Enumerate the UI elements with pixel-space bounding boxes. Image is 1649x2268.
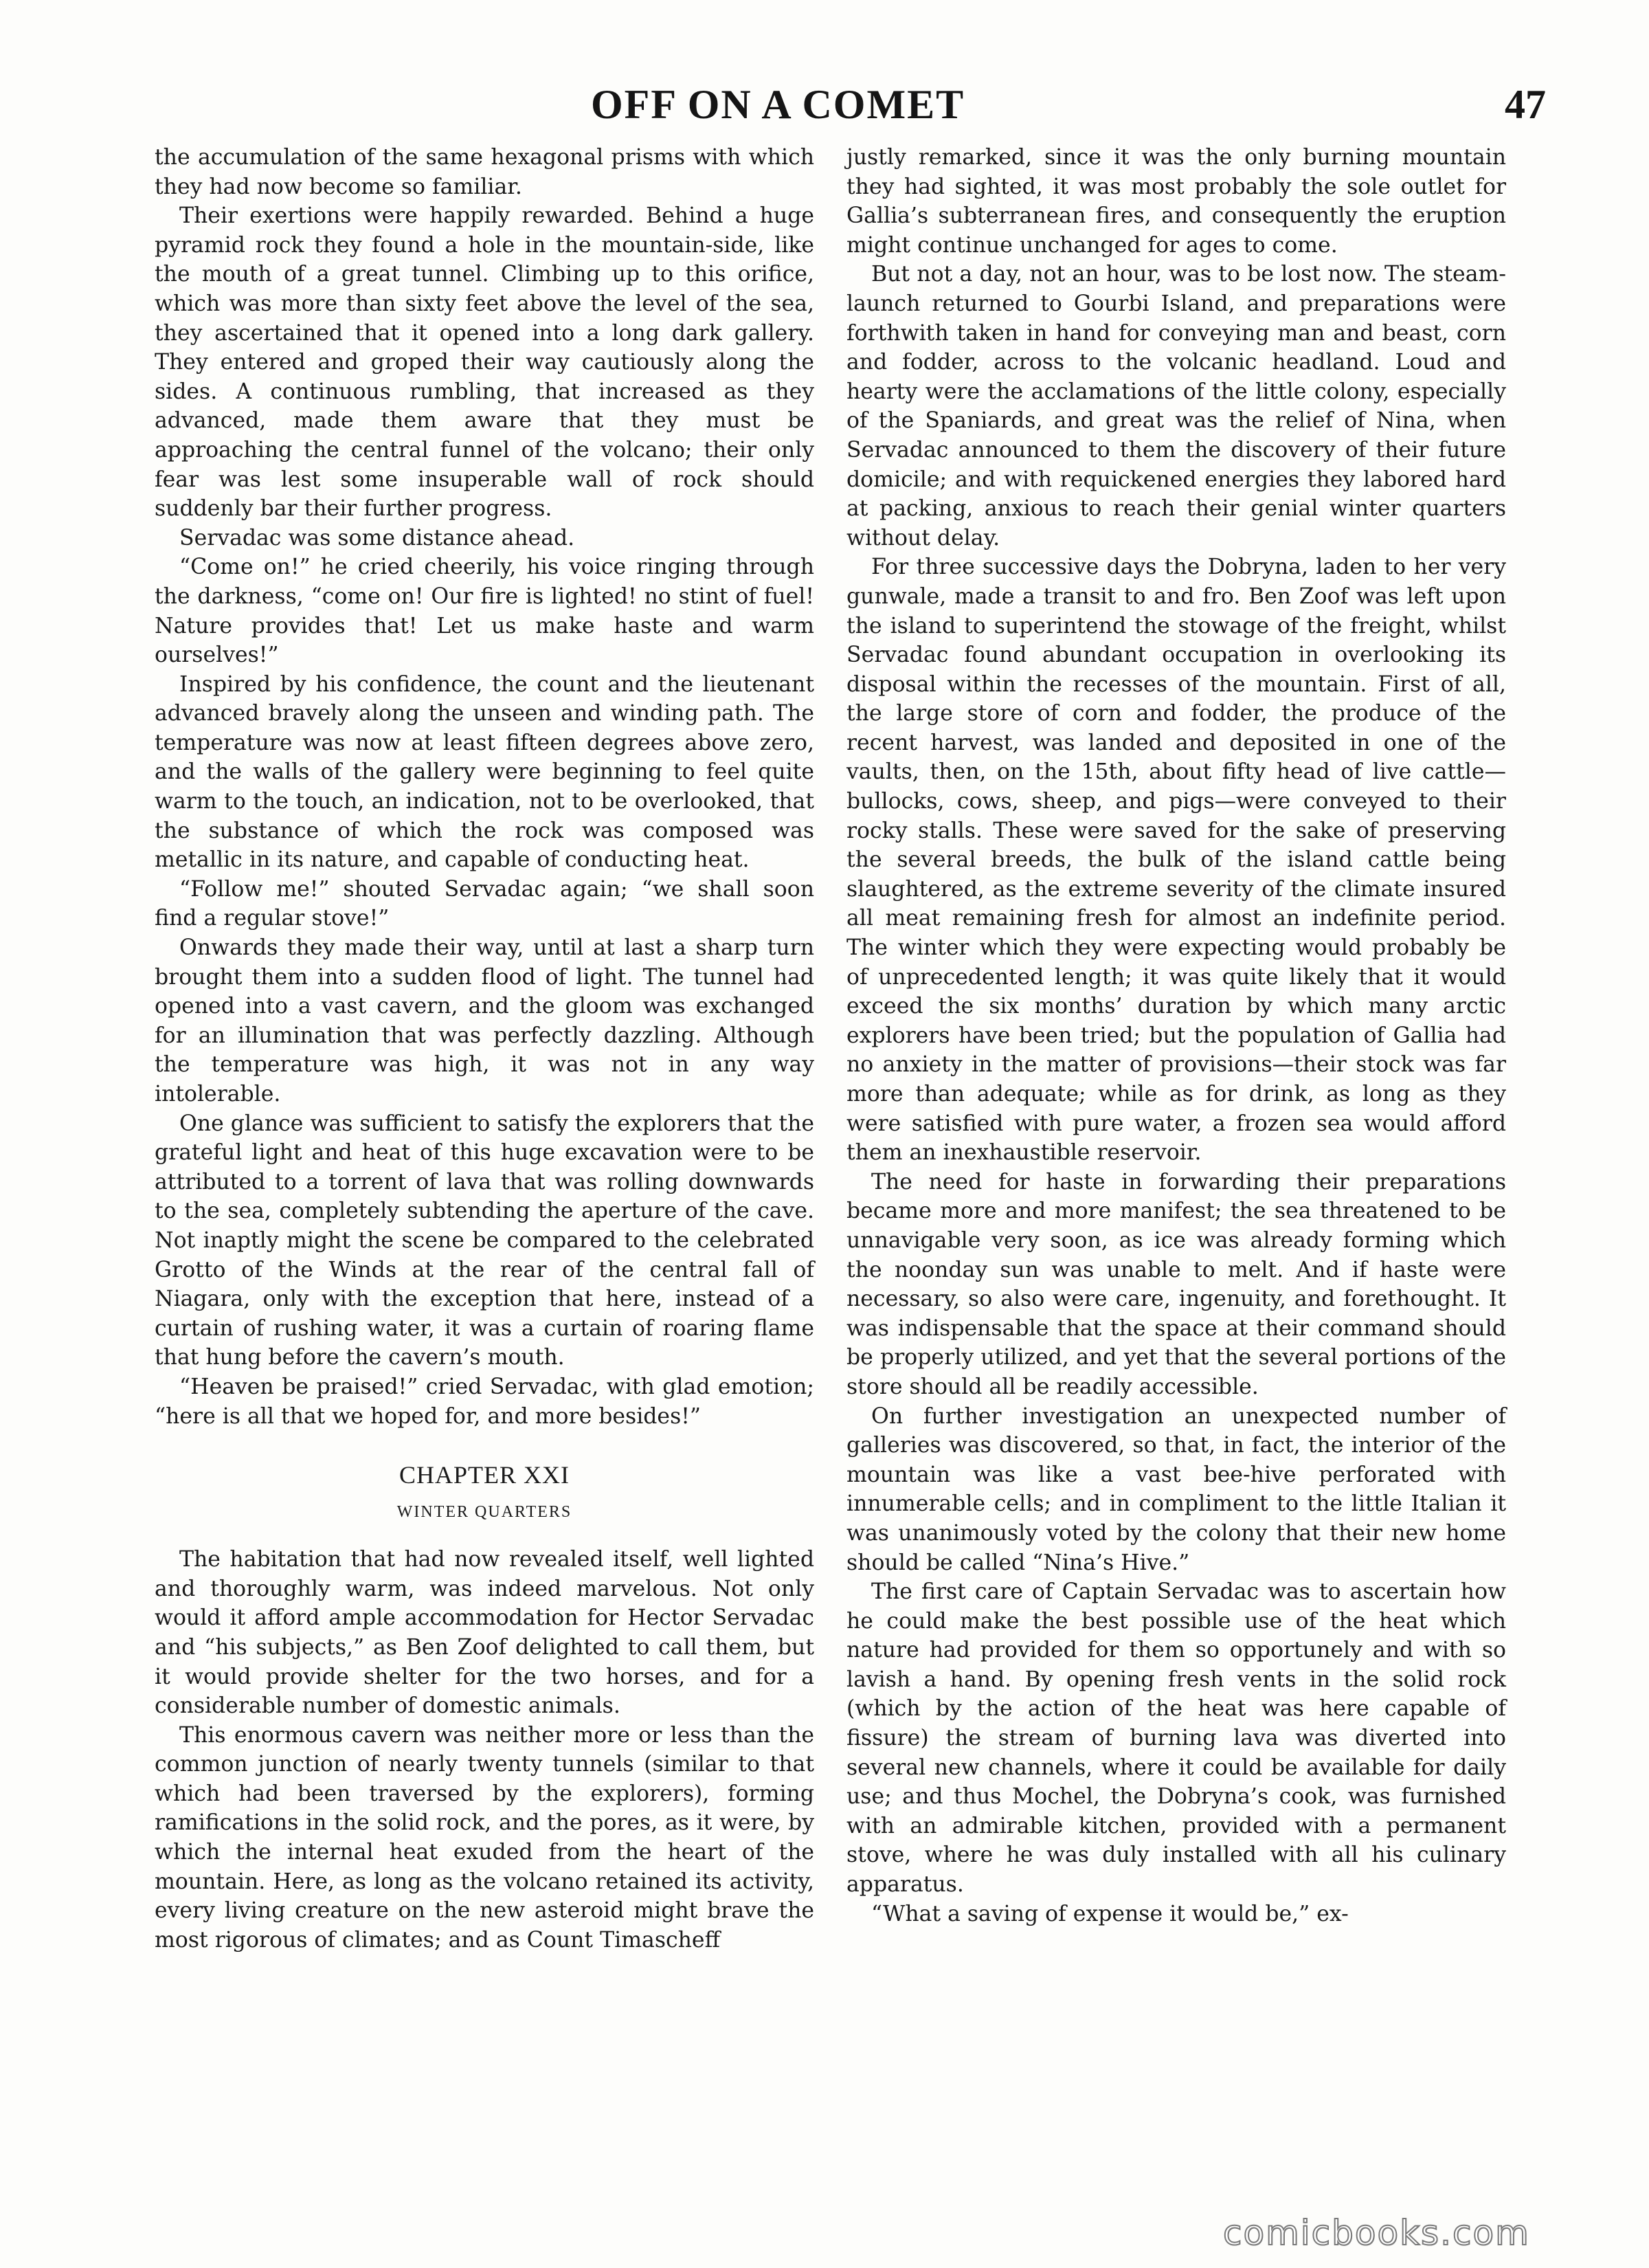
- paragraph: The need for haste in forwarding their preparations became more and more manifest; the sea threatened to be unnavigable very soon, as ice was already forming which the noonday sun was unable to melt. And if haste were necessary, so also were care, ingenuity, and forethought. It was indispensable that the space at their command should be properly utilized, and yet that the several portions of the store should all be readily accessible.: [846, 1169, 1506, 1399]
- paragraph: For three successive days the Dobryna, laden to her very gunwale, made a transit to and fro. Ben Zoof was left upon the island to superintend the stowage of the freight, whilst Servadac found abundant occupation in overlooking its disposal within the recesses of the mountain. First of all, the large store of corn and fodder, the produce of the recent harvest, was landed and deposited in one of the vaults, then, on the 15th, about fifty head of live cattle—bullocks, cows, sheep, and pigs—were conveyed to their rocky stalls. These were saved for the sake of preserving the several breeds, the bulk of the island cattle being slaughtered, as the extreme severity of the climate insured all meat remaining fresh for almost an indefinite period. The winter which they were expecting would probably be of unprecedented length; it was quite likely that it would exceed the six months’ duration by which many arctic explorers have been tried; but the population of Gallia had no anxiety in the matter of provisions—their stock was far more than adequate; while as for drink, as long as they were satisfied with pure water, a frozen sea would afford them an inexhaustible reservoir.: [846, 555, 1506, 1166]
- paragraph: Inspired by his confidence, the count and the lieutenant advanced bravely along the unseen and winding path. The temperature was now at least fifteen degrees above zero, and the walls of the gallery were beginning to feel quite warm to the touch, an indication, not to be overlooked, that the substance of which the rock was composed was metallic in its nature, and capable of conducting heat.: [155, 671, 814, 873]
- running-title: OFF ON A COMET: [591, 82, 965, 127]
- paragraph: The first care of Captain Servadac was to ascertain how he could make the best possible use of the heat which nature had provided for them so opportunely and with so lavish a hand. By opening fresh vents in the solid rock (which by the action of the heat was here capable of fissure) the stream of burning lava was diverted into several new channels, where it could be available for daily use; and thus Mochel, the Dobryna’s cook, was furnished with an admirable kitchen, provided with a permanent stove, where he was duly installed with all his culinary apparatus.: [846, 1579, 1506, 1898]
- running-head: [0, 81, 1649, 136]
- paragraph: This enormous cavern was neither more or less than the common junction of nearly twenty tunnels (similar to that which had been traversed by the explorers), forming ramifications in the solid rock, and the pores, as it were, by which the internal heat exuded from the heart of the mountain. Here, as long as the volcano retained its activity, every living creature on the new asteroid might brave the most rigorous of climates; and as Count Timascheff: [155, 1722, 814, 1953]
- paragraph: On further investigation an unexpected number of galleries was discovered, so that, in fact, the interior of the mountain was like a vast bee-hive perforated with innumerable cells; and in compliment to the little Italian it was unanimously voted by the colony that their new home should be called “Nina’s Hive.”: [846, 1403, 1506, 1575]
- paragraph: Onwards they made their way, until at last a sharp turn brought them into a sudden flood of light. The tunnel had opened into a vast cavern, and the gloom was exchanged for an illumination that was perfectly dazzling. Although the temperature was high, it was not in any way intolerable.: [155, 935, 814, 1107]
- paragraph: “Heaven be praised!” cried Servadac, with glad emotion; “here is all that we hoped for, and more besides!”: [155, 1374, 814, 1429]
- paragraph: Servadac was some distance ahead.: [179, 525, 575, 551]
- paragraph: “Come on!” he cried cheerily, his voice ringing through the darkness, “come on! Our fire is lighted! no stint of fuel! Nature provides that! Let us make haste and warm ourselves!”: [155, 555, 814, 668]
- chapter-subtitle: WINTER QUARTERS: [396, 1503, 572, 1522]
- page-number: 47: [1505, 82, 1546, 127]
- right-column: [846, 143, 1506, 1928]
- paragraph: Their exertions were happily rewarded. Behind a huge pyramid rock they found a hole in the mountain-side, like the mouth of a great tunnel. Climbing up to this orifice, which was more than sixty feet above the level of the sea, they ascertained that it opened into a long dark gallery. They entered and groped their way cautiously along the sides. A continuous rumbling, that increased as they advanced, made them aware that they must be approaching the central funnel of the volcano; their only fear was lest some insuperable wall of rock should suddenly bar their further progress.: [155, 203, 814, 522]
- paragraph: “Follow me!” shouted Servadac again; “we shall soon find a regular stove!”: [155, 876, 814, 931]
- chapter-heading: [155, 1458, 814, 1526]
- paragraph: One glance was sufficient to satisfy the explorers that the grateful light and heat of this huge excavation were to be attributed to a torrent of lava that was rolling downwards to the sea, completely subtending the aperture of the cave. Not inaptly might the scene be compared to the celebrated Grotto of the Winds at the rear of the central fall of Niagara, only with the exception that here, instead of a curtain of rushing water, it was a curtain of roaring flame that hung before the cavern’s mouth.: [155, 1111, 814, 1370]
- paragraph: “What a saving of expense it would be,” ex-: [871, 1901, 1349, 1926]
- watermark-logo: comicbooks.com: [1223, 2213, 1530, 2253]
- paragraph: justly remarked, since it was the only burning mountain they had sighted, it was most probably the sole outlet for Gallia’s subterranean fires, and consequently the eruption might continue unchanged for ages to come.: [846, 145, 1506, 258]
- chapter-title: CHAPTER XXI: [399, 1461, 570, 1489]
- paragraph: The habitation that had now revealed itself, well lighted and thoroughly warm, was indeed marvelous. Not only would it afford ample accommodation for Hector Servadac and “his subjects,” as Ben Zoof delighted to call them, but it would provide shelter for the two horses, and for a considerable number of domestic animals.: [155, 1547, 814, 1719]
- paragraph: But not a day, not an hour, was to be lost now. The steam-launch returned to Gourbi Island, and preparations were forthwith taken in hand for conveying man and beast, corn and fodder, across to the volcanic headland. Loud and hearty were the acclamations of the little colony, especially of the Spaniards, and great was the relief of Nina, when Servadac announced to them the discovery of their future domicile; and with requickened energies they labored hard at packing, anxious to reach their genial winter quarters without delay.: [846, 262, 1506, 551]
- left-column: [155, 143, 814, 1955]
- paragraph: the accumulation of the same hexagonal prisms with which they had now become so familiar.: [155, 145, 814, 199]
